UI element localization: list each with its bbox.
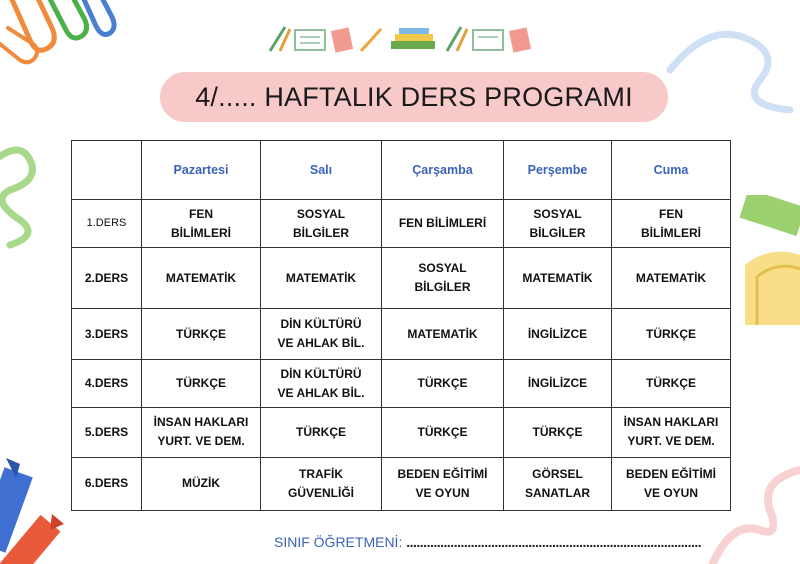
subject-line: FEN [189,206,213,221]
corner-cell [72,141,142,200]
subject-line: İNSAN HAKLARI [623,415,719,430]
subject-line: GÜVENLİĞİ [287,485,354,500]
subject-line: İNSAN HAKLARI [153,415,249,430]
subject-cell [261,200,382,248]
lesson-number: 2.DERS [72,248,142,309]
subject-cell [504,200,612,248]
subject-line: YURT. VE DEM. [627,434,715,449]
subject-cell [261,407,382,457]
day-header: Cuma [612,141,731,200]
subject-line: YURT. VE DEM. [157,434,245,449]
schedule-table [71,140,731,511]
table-row [72,200,731,248]
subject-line: VE OYUN [643,485,698,500]
subject-line: BEDEN EĞİTİMİ [625,466,716,481]
table-row [72,248,731,309]
crayons-decoration [0,450,80,564]
ruler-decoration [735,195,800,335]
subject-line: MÜZİK [182,476,220,491]
subject-cell [261,457,382,510]
subject-cell [142,407,261,457]
subject-cell [382,309,504,360]
subject-line: TÜRKÇE [417,424,468,439]
subject-cell [504,248,612,309]
subject-cell [612,309,731,360]
subject-cell [142,457,261,510]
subject-cell [504,309,612,360]
header-row [72,141,731,200]
subject-line: TRAFİK [299,466,343,481]
subject-line: DİN KÜLTÜRÜ [280,366,362,381]
subject-line: TÜRKÇE [646,326,696,341]
subject-cell [612,457,731,510]
subject-cell [142,309,261,360]
subject-line: SANATLAR [524,485,591,500]
lesson-number: 3.DERS [72,309,142,360]
subject-line: TÜRKÇE [296,424,346,439]
subject-line: VE OYUN [415,485,470,500]
subject-line: MATEMATİK [165,270,237,285]
subject-cell [382,457,504,510]
paperclips-decoration [0,0,120,90]
subject-line: TÜRKÇE [532,424,583,439]
subject-line: MATEMATİK [285,270,357,285]
day-header: Pazartesi [142,141,261,200]
subject-line: VE AHLAK BİL. [277,385,365,400]
subject-line: SOSYAL [296,206,346,221]
subject-cell [612,200,731,248]
day-header: Çarşamba [382,141,504,200]
green-scribble-decoration [0,130,60,250]
subject-cell [504,407,612,457]
table-row [72,457,731,510]
school-supplies-icon [265,25,535,55]
subject-cell [261,309,382,360]
subject-cell [382,200,504,248]
subject-line: MATEMATİK [522,270,593,285]
subject-cell [612,407,731,457]
page-title: 4/..... HAFTALIK DERS PROGRAMI [195,81,633,112]
subject-line: BİLGİLER [293,225,349,240]
lesson-number: 1.DERS [72,200,142,248]
table-row [72,360,731,407]
signature-dots: ....................................................................................... [406,534,702,550]
day-header: Salı [261,141,382,200]
subject-line: VE AHLAK BİL. [277,336,365,351]
subject-line: BİLGİLER [414,280,471,295]
subject-cell [382,248,504,309]
table-row [72,407,731,457]
subject-line: MATEMATİK [635,270,707,285]
subject-line: BİLGİLER [529,225,586,240]
subject-line: SOSYAL [418,261,467,276]
subject-line: BEDEN EĞİTİMİ [397,466,488,481]
subject-line: DİN KÜLTÜRÜ [280,317,362,332]
lesson-number: 4.DERS [72,360,142,407]
subject-line: SOSYAL [533,206,582,221]
subject-line: FEN BİLİMLERİ [398,216,487,231]
subject-cell [261,360,382,407]
subject-cell [382,407,504,457]
subject-cell [142,200,261,248]
subject-line: TÜRKÇE [176,376,226,391]
subject-line: FEN [659,206,683,221]
subject-cell [142,360,261,407]
subject-line: İNGİLİZCE [527,326,588,341]
subject-cell [142,248,261,309]
subject-line: GÖRSEL [532,466,583,481]
lesson-number: 6.DERS [72,457,142,510]
subject-cell [612,248,731,309]
subject-line: İNGİLİZCE [527,376,588,391]
table-row [72,309,731,360]
title-banner [160,72,668,122]
subject-line: TÜRKÇE [417,376,468,391]
subject-line: MATEMATİK [407,326,478,341]
blue-scribble-decoration [660,10,800,120]
teacher-signature-line [274,534,701,550]
subject-cell [382,360,504,407]
day-header: Perşembe [504,141,612,200]
subject-line: TÜRKÇE [176,326,226,341]
subject-line: BİLİMLERİ [641,225,701,240]
lesson-number: 5.DERS [72,407,142,457]
subject-line: TÜRKÇE [646,376,696,391]
teacher-label: SINIF ÖĞRETMENİ: [274,534,403,550]
subject-cell [612,360,731,407]
subject-cell [504,360,612,407]
subject-cell [261,248,382,309]
subject-line: BİLİMLERİ [171,225,231,240]
subject-cell [504,457,612,510]
